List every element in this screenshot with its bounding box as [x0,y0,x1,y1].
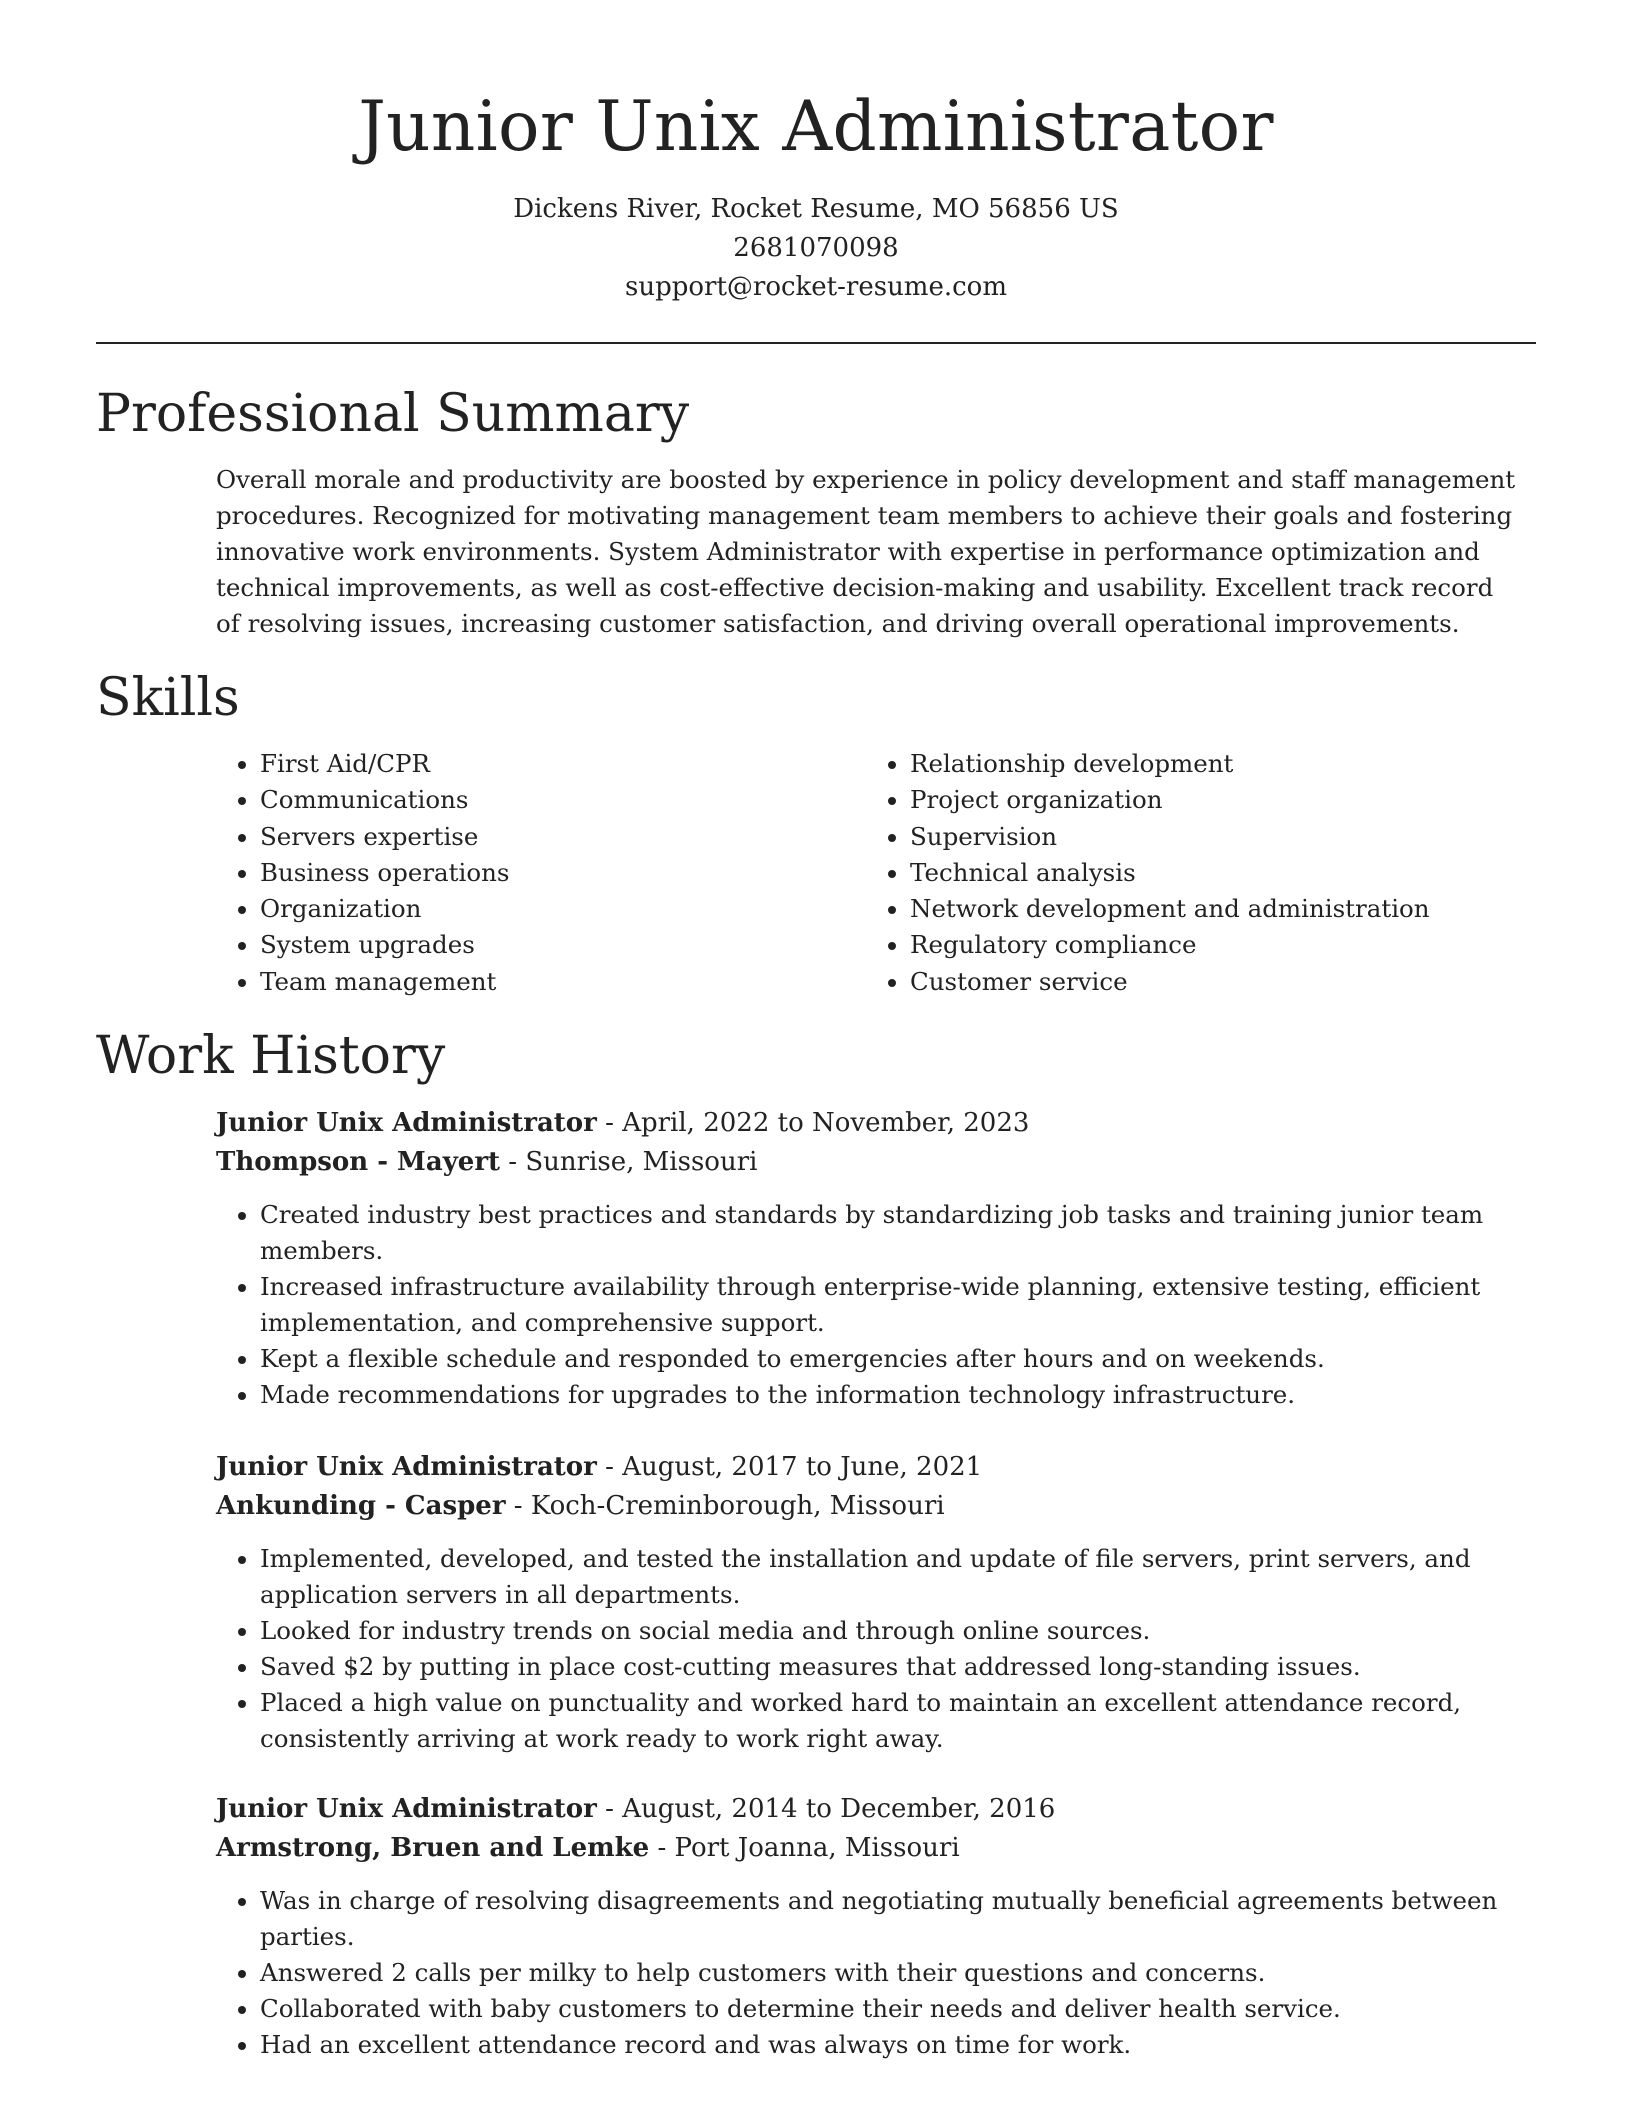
job-dates: April, 2022 to November, 2023 [622,1108,1030,1138]
job-bullets [216,1541,1516,1757]
skill-item: • Network development and administration [910,891,1430,927]
summary-text: Overall morale and productivity are boosted by experience in policy development and staff management procedures. Recognized for motivating management team members to achieve their goals and fostering innovative work environments. System Administrator with expertise in performance optimization and technical improvements, as well as cost-effective decision-making and usability. Excellent track record of resolving issues, increasing customer satisfaction, and driving overall operational improvements. [216,465,1516,638]
section-title-skills: Skills [96,668,240,728]
job-location: Port Joanna, Missouri [674,1833,960,1863]
job-bullet: • Answered 2 calls per milky to help customers with their questions and concerns. [260,1955,1516,1991]
job-bullets [216,1197,1516,1413]
job-title: Junior Unix Administrator [216,1108,597,1138]
job-location: Koch-Creminborough, Missouri [530,1491,945,1521]
job-bullet: • Looked for industry trends on social media and through online sources. [260,1613,1516,1649]
skill-item: • Business operations [260,855,509,891]
job-bullet: • Implemented, developed, and tested the installation and update of file servers, print servers, and application servers in all departments. [260,1541,1516,1613]
job-company-line [216,1487,1516,1526]
separator: - [500,1147,526,1177]
skill-item: • Team management [260,964,509,1000]
skills-column-right [866,746,1430,1000]
job-title-line [216,1448,1516,1487]
separator: - [649,1833,675,1863]
skill-item: • System upgrades [260,927,509,963]
job-bullet: • Placed a high value on punctuality and worked hard to maintain an excellent attendance record, consistently arriving at work ready to work right away. [260,1685,1516,1757]
job-bullet: • Kept a flexible schedule and responded to emergencies after hours and on weekends. [260,1341,1516,1377]
job-bullet: • Made recommendations for upgrades to the information technology infrastructure. [260,1377,1516,1413]
job-title: Junior Unix Administrator [216,1452,597,1482]
job-company-line [216,1143,1516,1182]
job-bullets [216,1883,1516,2063]
skill-item: • Supervision [910,819,1430,855]
job-company: Thompson - Mayert [216,1147,501,1177]
job-title-line [216,1790,1516,1829]
skill-item: • Customer service [910,964,1430,1000]
skills-column-left [216,746,509,1000]
job-bullet: • Created industry best practices and standards by standardizing job tasks and training junior team members. [260,1197,1516,1269]
job-company-line [216,1829,1516,1868]
separator: - [596,1108,623,1138]
job-company: Ankunding - Casper [216,1491,506,1521]
contact-address: Dickens River, Rocket Resume, MO 56856 US [513,194,1119,224]
separator: - [596,1452,623,1482]
job-dates: August, 2017 to June, 2021 [622,1452,983,1482]
skill-item: • Relationship development [910,746,1430,782]
contact-info [0,190,1632,307]
job-bullet: • Saved $2 by putting in place cost-cutting measures that addressed long-standing issues. [260,1649,1516,1685]
skill-item: • Servers expertise [260,819,509,855]
skill-item: • First Aid/CPR [260,746,509,782]
job-location: Sunrise, Missouri [525,1147,758,1177]
section-title-summary: Professional Summary [96,384,690,444]
header-divider [96,342,1536,344]
job-bullet: • Increased infrastructure availability through enterprise-wide planning, extensive testing, efficient implementation, and comprehensive support. [260,1269,1516,1341]
job-entry [216,1448,1516,1757]
job-bullet: • Collaborated with baby customers to determine their needs and deliver health service. [260,1991,1516,2027]
separator: - [505,1491,531,1521]
job-title: Junior Unix Administrator [216,1794,597,1824]
skill-item: • Communications [260,782,509,818]
section-title-work-history: Work History [96,1026,446,1086]
job-company: Armstrong, Bruen and Lemke [216,1833,650,1863]
contact-phone: 2681070098 [733,233,899,263]
resume-name: Junior Unix Administrator [358,87,1274,167]
job-entry [216,1104,1516,1413]
contact-email: support@rocket-resume.com [624,272,1007,302]
job-bullet: • Was in charge of resolving disagreements and negotiating mutually beneficial agreements between parties. [260,1883,1516,1955]
skill-item: • Organization [260,891,509,927]
job-entry [216,1790,1516,2063]
separator: - [596,1794,623,1824]
skill-item: • Project organization [910,782,1430,818]
job-bullet: • Had an excellent attendance record and was always on time for work. [260,2027,1516,2063]
skill-item: • Technical analysis [910,855,1430,891]
skill-item: • Regulatory compliance [910,927,1430,963]
job-dates: August, 2014 to December, 2016 [622,1794,1056,1824]
job-title-line [216,1104,1516,1143]
